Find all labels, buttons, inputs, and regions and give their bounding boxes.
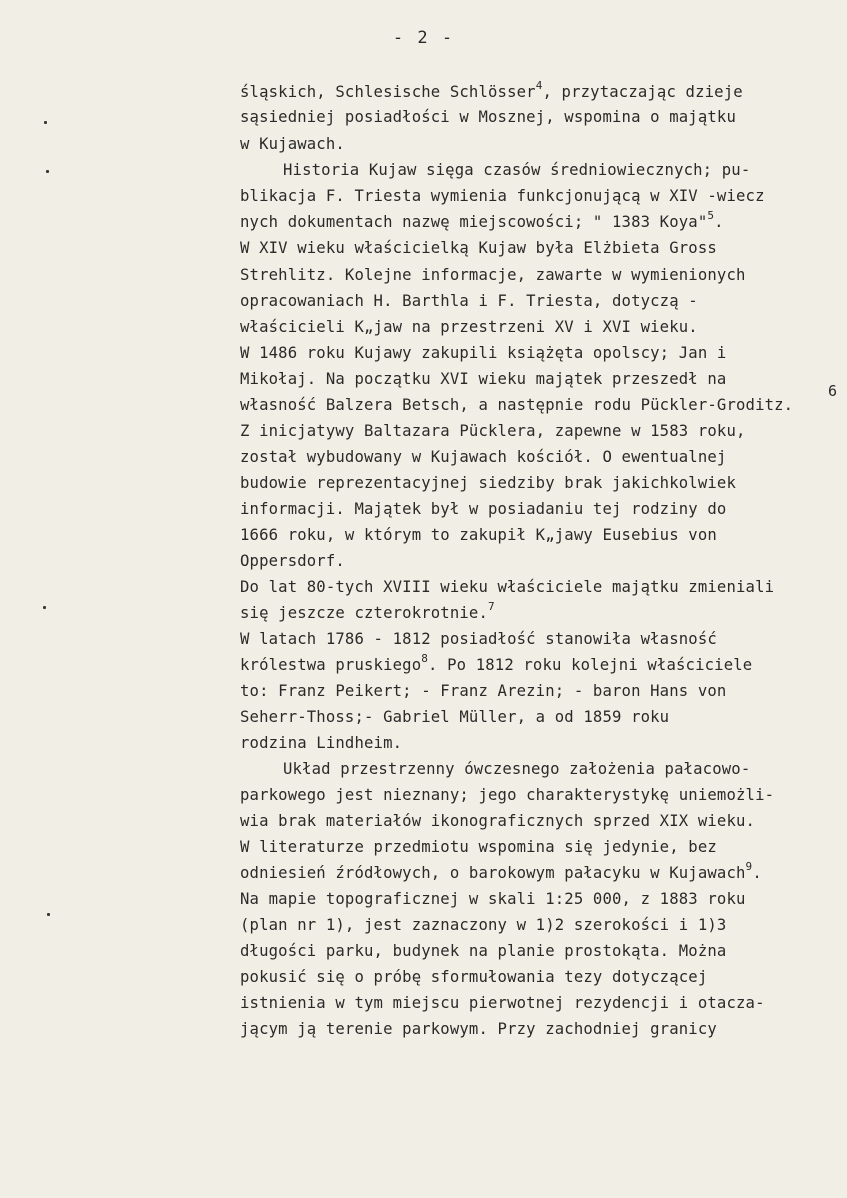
text-line	[240, 811, 755, 831]
line-text: istnienia w tym miejscu pierwotnej rezydencji i otacza-	[240, 994, 765, 1012]
line-text: blikacja F. Triesta wymienia funkcjonującą w XIV -wiecz	[240, 187, 765, 205]
text-line	[240, 209, 724, 232]
line-text: wia brak materiałów ikonograficznych sprzed XIX wieku.	[240, 812, 756, 830]
line-text: opracowaniach H. Barthla i F. Triesta, dotyczą -	[240, 292, 698, 310]
line-text: Do lat 80-tych XVIII wieku właściciele majątku zmieniali	[240, 578, 775, 596]
line-text: się jeszcze czterokrotnie.	[240, 604, 488, 622]
margin-mark	[47, 913, 50, 916]
text-line	[283, 160, 750, 180]
line-text: długości parku, budynek na planie prostokąta. Można	[240, 942, 727, 960]
text-line	[240, 600, 495, 623]
text-line	[240, 577, 774, 597]
line-text: śląskich, Schlesische Schlösser	[240, 83, 536, 101]
text-line	[240, 629, 717, 649]
text-line	[240, 889, 746, 909]
line-text: właścicieli K„jaw na przestrzeni XV i XVI wieku.	[240, 318, 698, 336]
text-line	[240, 993, 765, 1013]
text-line	[240, 238, 717, 258]
footnote-reference: 9	[745, 860, 753, 873]
margin-mark	[46, 170, 49, 173]
text-line	[240, 733, 402, 753]
line-text: został wybudowany w Kujawach kościół. O ewentualnej	[240, 448, 727, 466]
line-text-after-footnote: .	[752, 864, 762, 882]
line-text: odniesień źródłowych, o barokowym pałacyku w Kujawach	[240, 864, 746, 882]
line-text: jącym ją terenie parkowym. Przy zachodniej granicy	[240, 1020, 717, 1038]
text-line	[240, 447, 726, 467]
line-text-after-footnote: .	[714, 213, 724, 231]
line-text: nych dokumentach nazwę miejscowości; " 1383 Koya"	[240, 213, 708, 231]
text-line	[240, 860, 762, 883]
line-text: (plan nr 1), jest zaznaczony w 1)2 szerokości i 1)3	[240, 916, 727, 934]
page-number: - 2 -	[392, 28, 455, 48]
line-text: pokusić się o próbę sformułowania tezy dotyczącej	[240, 968, 708, 986]
line-text: parkowego jest nieznany; jego charakterystykę uniemożli-	[240, 786, 775, 804]
footnote-reference: 7	[488, 600, 495, 613]
line-text: W latach 1786 - 1812 posiadłość stanowiła własność	[240, 630, 717, 648]
line-text: Oppersdorf.	[240, 552, 345, 570]
text-line	[240, 79, 743, 102]
text-line	[240, 134, 345, 154]
line-text: w Kujawach.	[240, 135, 345, 153]
line-text: W literaturze przedmiotu wspomina się jedynie, bez	[240, 838, 717, 856]
line-text: budowie reprezentacyjnej siedziby brak jakichkolwiek	[240, 474, 736, 492]
text-line	[283, 759, 750, 779]
text-line	[240, 186, 765, 206]
text-line	[240, 681, 726, 701]
footnote-reference: 8	[421, 652, 429, 665]
text-line	[240, 941, 726, 961]
line-text-after-footnote: , przytaczając dzieje	[542, 83, 743, 101]
line-text: sąsiedniej posiadłości w Mosznej, wspomina o majątku	[240, 108, 736, 126]
line-text: Na mapie topograficznej w skali 1:25 000, z 1883 roku	[240, 890, 746, 908]
footnote-reference: 5	[707, 209, 715, 222]
text-line	[240, 1019, 717, 1039]
margin-mark	[44, 121, 47, 124]
text-line	[240, 525, 717, 545]
line-text: Mikołaj. Na początku XVI wieku majątek przeszedł na	[240, 370, 727, 388]
text-line	[240, 652, 753, 675]
text-line	[240, 551, 345, 571]
text-line	[240, 395, 793, 415]
line-text: królestwa pruskiego	[240, 656, 422, 674]
text-line	[240, 265, 746, 285]
line-text-after-footnote: . Po 1812 roku kolejni właściciele	[428, 656, 753, 674]
line-text: W 1486 roku Kujawy zakupili książęta opolscy; Jan i	[240, 344, 727, 362]
text-line	[240, 343, 726, 363]
text-line	[240, 707, 669, 727]
line-text: to: Franz Peikert; - Franz Arezin; - baron Hans von	[240, 682, 727, 700]
text-line	[240, 421, 746, 441]
line-text: Historia Kujaw sięga czasów średniowiecznych; pu-	[283, 161, 751, 179]
text-line	[240, 967, 707, 987]
margin-footnote-marker: 6	[828, 382, 838, 400]
line-text: Strehlitz. Kolejne informacje, zawarte w wymienionych	[240, 266, 746, 284]
line-text: własność Balzera Betsch, a następnie rodu Pückler-Groditz.	[240, 396, 794, 414]
margin-mark	[43, 606, 46, 609]
text-line	[240, 499, 726, 519]
text-line	[240, 107, 736, 127]
text-line	[240, 317, 698, 337]
line-text: Z inicjatywy Baltazara Pücklera, zapewne w 1583 roku,	[240, 422, 746, 440]
text-line	[240, 291, 698, 311]
footnote-reference: 4	[535, 79, 543, 92]
text-line	[240, 837, 717, 857]
text-line	[240, 785, 774, 805]
text-line	[240, 473, 736, 493]
line-text: W XIV wieku właścicielką Kujaw była Elżbieta Gross	[240, 239, 717, 257]
line-text: Układ przestrzenny ówczesnego założenia pałacowo-	[283, 760, 751, 778]
text-line	[240, 369, 726, 389]
text-line	[240, 915, 726, 935]
line-text: rodzina Lindheim.	[240, 734, 403, 752]
line-text: Seherr-Thoss;- Gabriel Müller, a od 1859 roku	[240, 708, 670, 726]
line-text: informacji. Majątek był w posiadaniu tej rodziny do	[240, 500, 727, 518]
line-text: 1666 roku, w którym to zakupił K„jawy Eusebius von	[240, 526, 717, 544]
